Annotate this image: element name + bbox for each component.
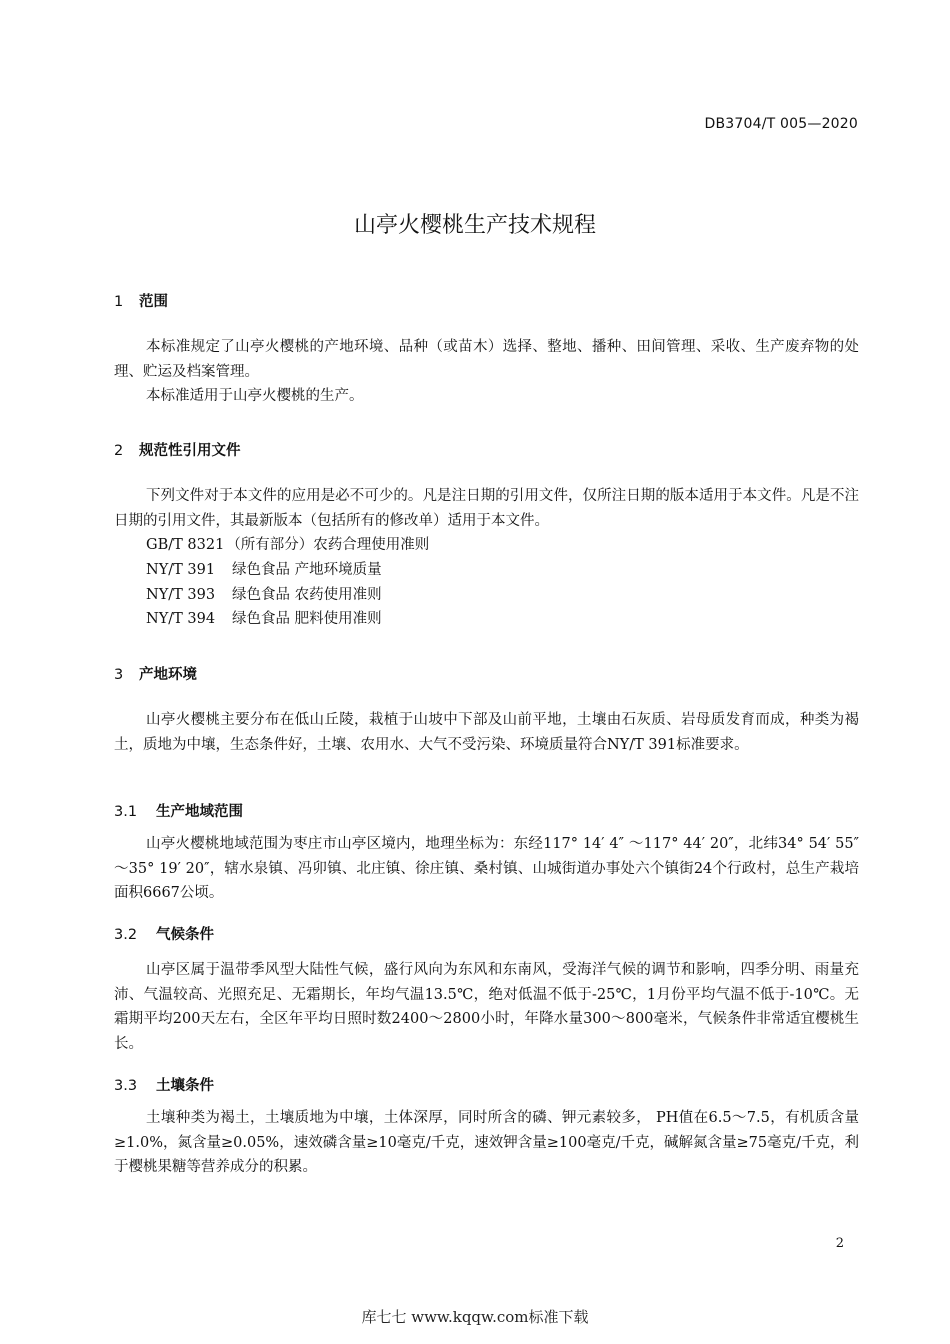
page-number: 2 [835,1236,844,1251]
section-title: 气候条件 [156,927,214,943]
section-3-3-heading [114,1074,214,1095]
reference-item [146,533,429,558]
section-number: 1 [114,294,124,310]
document-title: 山亭火樱桃生产技术规程 [353,213,596,238]
reference-item [146,607,382,632]
reference-name: （所有部分）农药合理使用准则 [226,537,430,553]
paragraph: 山亭区属于温带季风型大陆性气候，盛行风向为东风和东南风，受海洋气候的调节和影响，四季分明、雨量充沛、气温较高、光照充足、无霜期长，年均气温13.5℃，绝对低温不低于-25℃，1月份平均气温不低于-10℃。无霜期平均200天左右，全区年平均日照时数2400～2800小时，年降水量300～800毫米，气候条件非常适宜樱桃生长。 [114,962,859,1052]
reference-item [146,558,382,583]
section-number: 3.3 [114,1078,138,1094]
section-number: 3.1 [114,804,138,820]
section-number: 3.2 [114,927,138,943]
paragraph: 本标准适用于山亭火樱桃的生产。 [146,388,364,404]
section-title: 生产地域范围 [156,804,243,820]
document-code: DB3704/T 005—2020 [704,116,858,132]
section-1-heading [114,290,168,311]
paragraph: 山亭火樱桃地域范围为枣庄市山亭区境内，地理坐标为：东经117° 14′ 4″ ～117° 44′ 20″，北纬34° 54′ 55″ ～35° 19′ 20″，辖水泉镇、冯卯镇、北庄镇、徐庄镇、桑村镇、山城街道办事处六个镇街24个行政村，总生产栽培面积6667公顷。 [114,836,859,901]
paragraph: 下列文件对于本文件的应用是必不可少的。凡是注日期的引用文件，仅所注日期的版本适用于本文件。凡是不注日期的引用文件，其最新版本（包括所有的修改单）适用于本文件。 [114,488,859,529]
section-number: 3 [114,667,124,683]
reference-code: NY/T 393 [146,587,216,603]
section-title: 规范性引用文件 [139,443,241,459]
reference-name: 绿色食品 农药使用准则 [232,587,382,603]
section-2-heading [114,439,241,460]
reference-item [146,583,382,608]
footer-watermark: 库七七 www.kqqw.com标准下载 [361,1308,589,1326]
paragraph: 本标准规定了山亭火樱桃的产地环境、品种（或苗木）选择、整地、播种、田间管理、采收、生产废弃物的处理、贮运及档案管理。 [114,339,859,380]
section-title: 范围 [139,294,168,310]
reference-code: NY/T 394 [146,611,216,627]
paragraph: 山亭火樱桃主要分布在低山丘陵，栽植于山坡中下部及山前平地，土壤由石灰质、岩母质发育而成，种类为褐土，质地为中壤，生态条件好，土壤、农用水、大气不受污染、环境质量符合NY/T 391标准要求。 [114,712,859,753]
reference-code: GB/T 8321 [146,537,225,553]
section-3-1-heading [114,800,243,821]
section-3-2-heading [114,923,214,944]
section-3-heading [114,663,197,684]
reference-name: 绿色食品 产地环境质量 [232,562,382,578]
section-title: 土壤条件 [156,1078,214,1094]
section-number: 2 [114,443,124,459]
reference-code: NY/T 391 [146,562,216,578]
paragraph: 土壤种类为褐土，土壤质地为中壤，土体深厚，同时所含的磷、钾元素较多， PH值在6.5～7.5，有机质含量≥1.0%，氮含量≥0.05%，速效磷含量≥10毫克/千克，速效钾含量≥100毫克/千克，碱解氮含量≥75毫克/千克，利于樱桃果糖等营养成分的积累。 [114,1110,859,1175]
reference-name: 绿色食品 肥料使用准则 [232,611,382,627]
section-title: 产地环境 [139,667,197,683]
